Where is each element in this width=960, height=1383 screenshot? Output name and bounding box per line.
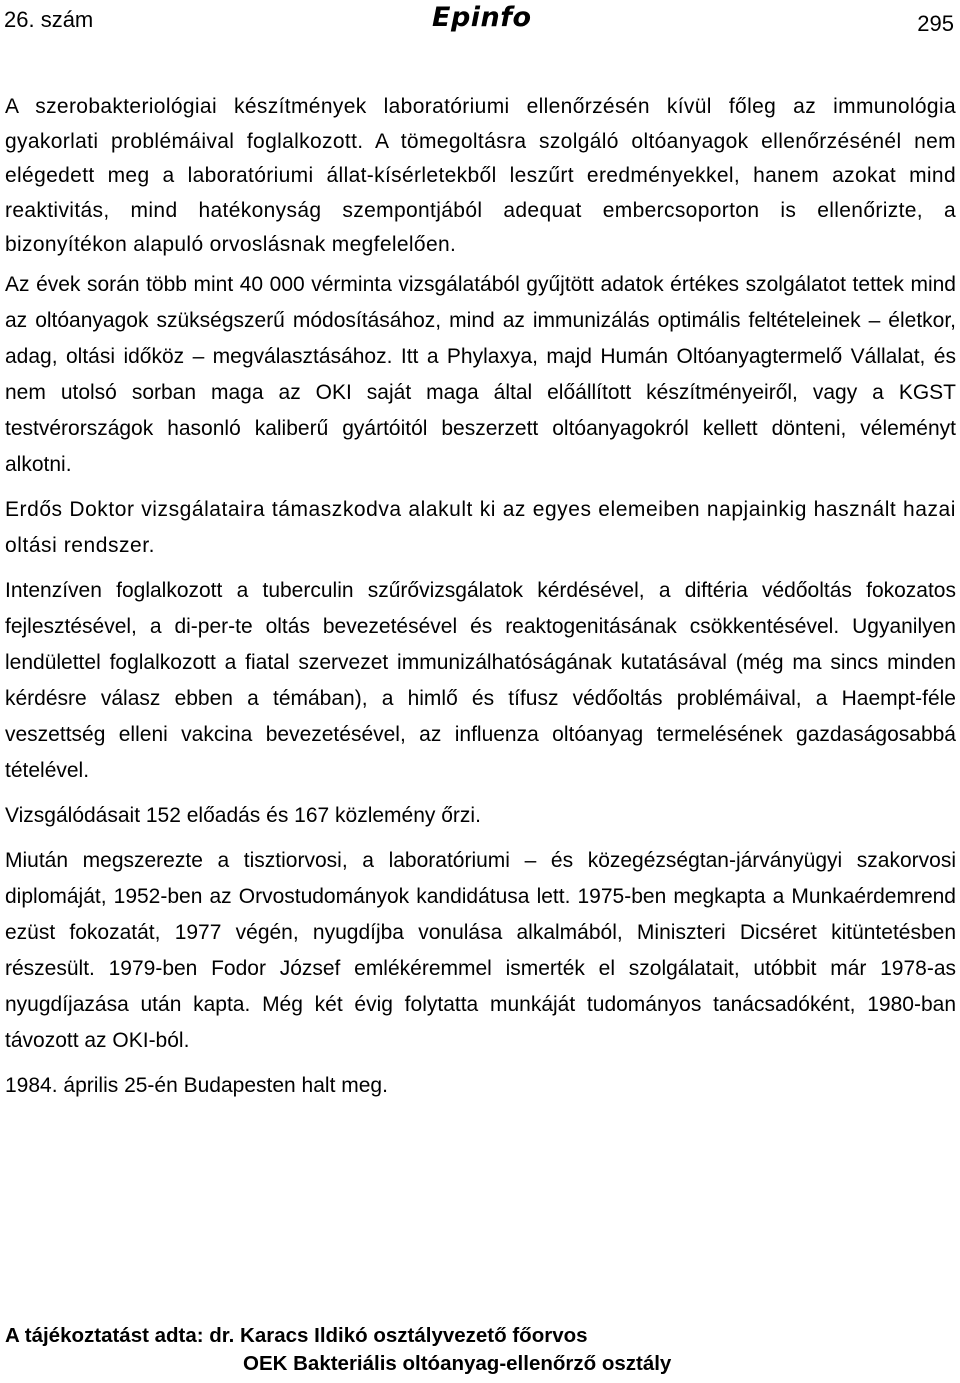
paragraph-publications: Vizsgálódásait 152 előadás és 167 közlemény őrzi. xyxy=(5,803,481,827)
epinfo-logo: Epinfo xyxy=(432,2,532,33)
paragraph-immunology: A szerobakteriológiai készítmények laboratóriumi ellenőrzésén kívül főleg az immunológia gyakorlati problémáival foglalkozott. A tömegoltásra szolgáló oltóanyagok ellenőrzésénél nem elégedett meg a laboratóriumi állat-kísérletekből leszűrt eredményekkel, hanem azokat mind reaktivitás, mind hatékonyság szempontjából adequat embercsoporton is ellenőrizte, a bizonyítékon alapuló orvoslásnak megfelelően. xyxy=(5,95,956,256)
page-header xyxy=(4,2,956,40)
signature-author: A tájékoztatást adta: dr. Karacs Ildikó osztályvezető főorvos xyxy=(5,1324,588,1347)
issue-number: 26. szám xyxy=(4,7,94,32)
paragraph-career: Miután megszerezte a tisztiorvosi, a laboratóriumi – és közegézségtan-járványügyi szakorvosi diplomáját, 1952-ben az Orvostudományok kandidátusa lett. 1975-ben megkapta a Munkaérdemrend ezüst fokozatát, 1977 végén, nyugdíjba vonulása alkalmából, Miniszteri Dicséret kitüntetésben részesült. 1979-ben Fodor József emlékéremmel ismerték el szolgálatait, utóbbit már 1978-as nyugdíjazása után kapta. Még két évig folytatta munkáját tudományos tanácsadóként, 1980-ban távozott az OKI-ból. xyxy=(5,848,956,1052)
paragraph-vaccination-system: Erdős Doktor vizsgálataira támaszkodva alakult ki az egyes elemeiben napjainkig használt hazai oltási rendszer. xyxy=(5,497,956,557)
paragraph-blood-samples: Az évek során több mint 40 000 vérminta vizsgálatából gyűjtött adatok értékes szolgálatot tettek mind az oltóanyagok szükségszerű módosításához, mind az immunizálás optimális feltételeinek – életkor, adag, oltási időköz – megválasztásához. Itt a Phylaxya, majd Humán Oltóanyagtermelő Vállalat, és nem utolsó sorban maga az OKI saját maga által előállított készítményeiről, vagy a KGST testvérországok hasonló kaliberű gyártóitól beszerzett oltóanyagokról kellett dönteni, véleményt alkotni. xyxy=(5,272,956,476)
signature-department: OEK Bakteriális oltóanyag-ellenőrző osztály xyxy=(243,1352,672,1375)
paragraph-death: 1984. április 25-én Budapesten halt meg. xyxy=(5,1073,388,1097)
paragraph-research-topics: Intenzíven foglalkozott a tuberculin szűrővizsgálatok kérdésével, a diftéria védőoltás fokozatos fejlesztésével, a di-per-te oltás bevezetésével és reaktogenitásának csökkentésével. Ugyanilyen lendülettel foglalkozott a fiatal szervezet immunizálhatóságának kutatásával (még ma sincs minden kérdésre válasz ebben a témában), a himlő és tífusz védőoltás problémáival, a Haempt-féle veszettség elleni vakcina bevezetésével, az influenza oltóanyag termelésének gazdaságosabbá tételével. xyxy=(5,578,956,782)
page-number: 295 xyxy=(917,11,954,36)
signature-block xyxy=(5,1322,956,1378)
article-body xyxy=(5,90,956,1113)
